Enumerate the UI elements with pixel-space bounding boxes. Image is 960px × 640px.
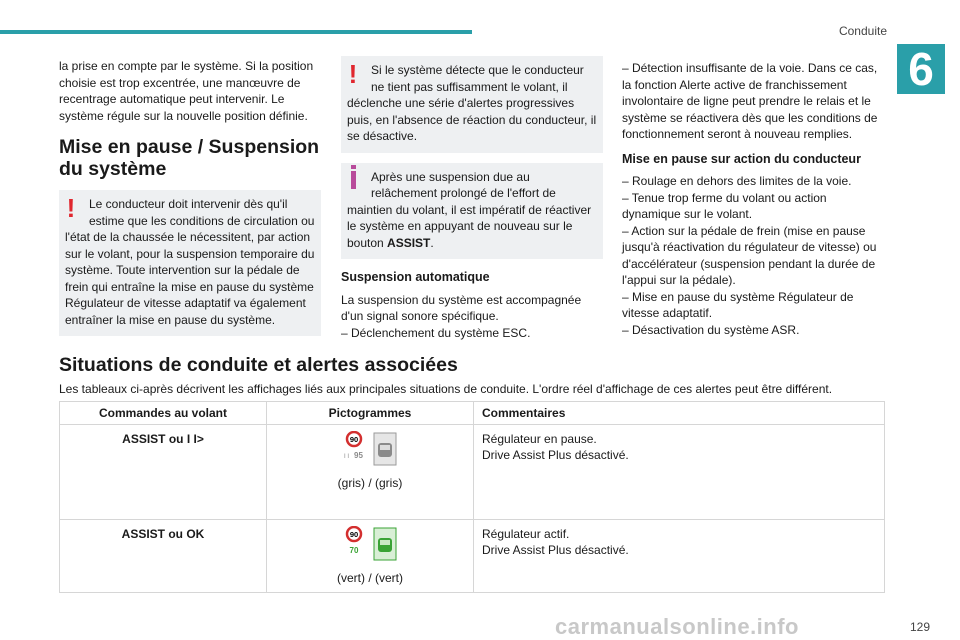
warning-icon: ! [348, 59, 358, 89]
car-window [380, 540, 390, 545]
column-2 [341, 56, 603, 341]
section-title: Conduite [838, 24, 887, 38]
bullet-item: – Action sur la pédale de frein (mise en pause jusqu'à réactivation du régulateur de vitesse) ou d'accélérateur (suspension pendant la durée de l'appui sur la pédale). [622, 223, 877, 287]
speed-limit-car-icon [340, 431, 400, 471]
pictogram-caption: (vert) / (vert) [337, 571, 403, 585]
speed-limit-value: 90 [349, 530, 359, 539]
header-accent-bar [0, 30, 472, 34]
pictogram-cell [267, 520, 474, 593]
table-row [60, 520, 885, 593]
cruise-paused-pictogram [275, 433, 465, 469]
speed-limit-car-icon [340, 526, 400, 566]
cruise-active-pictogram [275, 528, 465, 564]
watermark: carmanualsonline.info [555, 614, 799, 639]
comment-line: Drive Assist Plus désactivé. [482, 448, 629, 462]
warning-icon: ! [66, 193, 76, 223]
section-heading-situations: Situations de conduite et alertes associées [59, 354, 458, 376]
comment-cell [474, 425, 885, 520]
column-3 [622, 60, 884, 338]
note-text-first: Si le système détecte que le conducteur [371, 63, 584, 77]
comment-line: Régulateur actif. [482, 527, 570, 541]
set-speed-value: 95 [354, 451, 363, 460]
set-speed-value: 70 [349, 546, 359, 555]
bullet-item: – Déclenchement du système ESC. [341, 325, 531, 340]
info-end: . [430, 235, 434, 250]
section-heading: Mise en pause / Suspension du système [59, 136, 320, 180]
bullet-item: – Désactivation du système ASR. [622, 322, 800, 337]
table-row [60, 425, 885, 520]
note-text-first: Après une suspension due au [371, 169, 530, 184]
column-1 [59, 58, 321, 346]
info-icon [351, 171, 356, 189]
subheading: Mise en pause sur action du conducteur [622, 151, 861, 166]
note-text-first: Le conducteur doit intervenir dès qu'il [89, 197, 288, 211]
info-note [341, 163, 603, 260]
intro-paragraph: Les tableaux ci-après décrivent les affichages liés aux principales situations de conduite. L'ordre réel d'affichage de ces alertes peut être différent. [59, 382, 833, 396]
command-cell: ASSIST ou OK [60, 520, 267, 593]
bullet-item: – Mise en pause du système Régulateur de vitesse adaptatif. [622, 289, 854, 320]
table-header: Commentaires [474, 402, 885, 425]
assist-label: ASSIST [387, 235, 431, 250]
bullet-item: – Détection insuffisante de la voie. Dans ce cas, la fonction Alerte active de franchissement involontaire de ligne peut prendre le relais et le système se réactivera dès que les conditions de fonctionnement seront à nouveau remplies. [622, 61, 878, 141]
warning-note [59, 190, 321, 336]
page-number: 129 [909, 620, 930, 634]
comment-line: Drive Assist Plus désactivé. [482, 543, 629, 557]
chapter-number: 6 [897, 44, 945, 94]
pictogram-caption: (gris) / (gris) [337, 476, 403, 490]
note-text-indent: estime que les conditions de circulation ou l'état de la chaussée le nécessitent, par action sur le volant, pour la suspension temporaire du système. Toute intervention sur la pédale de frein qui entraîne la mise en pause du système Régulateur de vitesse adaptatif va également entraîner la mise en pause du système. [65, 213, 315, 327]
warning-note [341, 56, 603, 153]
info-text: relâchement prolongé de l'effort de maintien du volant, il est impératif de réactiver le système en appuyant de nouveau sur le bouton [347, 186, 592, 250]
comment-line: Régulateur en pause. [482, 432, 597, 446]
car-window [380, 445, 390, 450]
paragraph: La suspension du système est accompagnée d'un signal sonore spécifique. [341, 292, 582, 323]
table-header: Pictogrammes [267, 402, 474, 425]
table-header: Commandes au volant [60, 402, 267, 425]
alerts-table [59, 401, 885, 593]
note-text-rest: ne tient pas suffisamment le volant, il déclenche une série d'alertes progressives puis, en l'absence de réaction du conducteur, il se désactive. [347, 79, 597, 143]
pictogram-cell [267, 425, 474, 520]
bullet-item: – Roulage en dehors des limites de la voie. [622, 174, 852, 188]
bullet-item: – Tenue trop ferme du volant ou action dynamique sur le volant. [622, 190, 827, 221]
comment-cell [474, 520, 885, 593]
note-text-rest [347, 185, 597, 251]
pause-symbol: I I [344, 454, 350, 460]
speed-limit-value: 90 [349, 435, 359, 444]
subheading: Suspension automatique [341, 270, 490, 284]
table-header-row [60, 402, 885, 425]
paragraph: la prise en compte par le système. Si la position choisie est trop excentrée, une manœuvre de recentrage automatique peut intervenir. Le système régule sur la nouvelle position définie. [59, 59, 314, 123]
command-cell: ASSIST ou I I> [60, 425, 267, 520]
